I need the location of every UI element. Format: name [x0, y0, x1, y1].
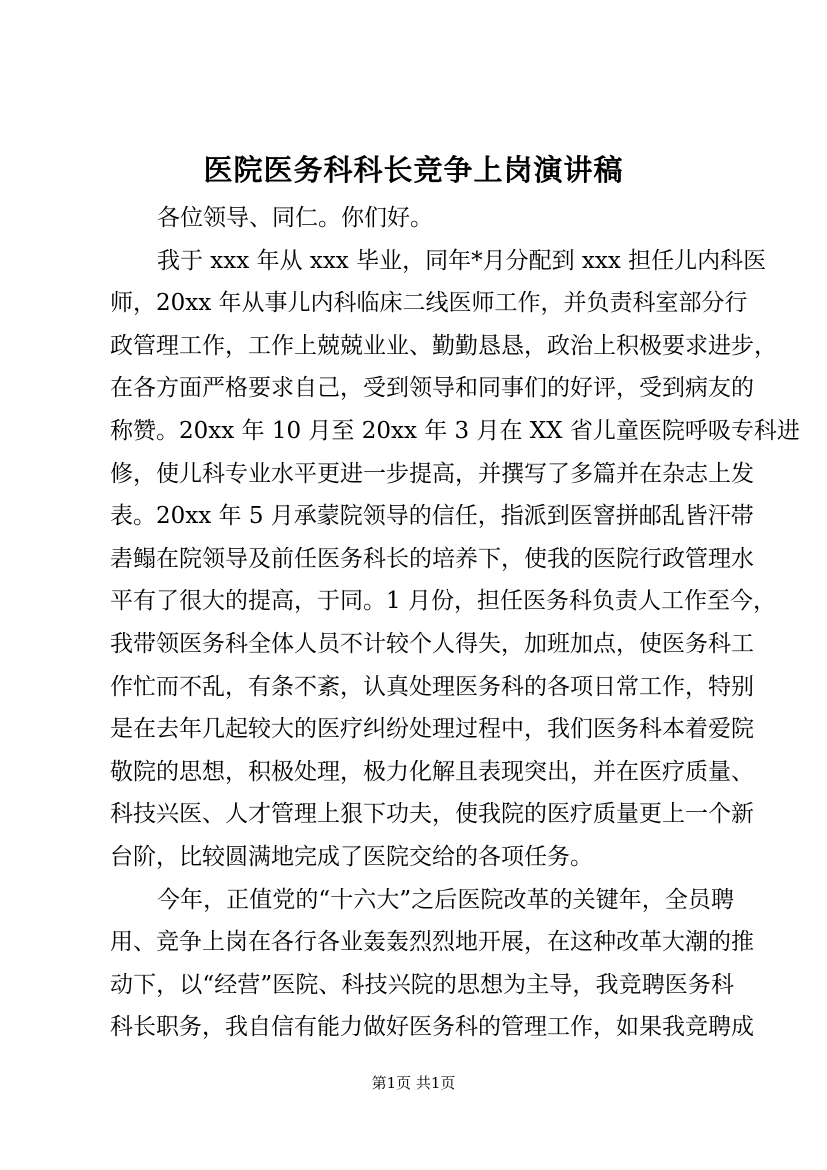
text-line: 作忙而不乱，有条不紊，认真处理医务科的各项日常工作，特别: [110, 673, 754, 700]
text-line: 科长职务，我自信有能力做好医务科的管理工作，如果我竞聘成: [110, 1014, 754, 1041]
text-line: 台阶，比较圆满地完成了医院交给的各项任务。: [110, 843, 593, 870]
text-line: 是在去年几起较大的医疗纠纷处理过程中，我们医务科本着爱院: [110, 716, 754, 743]
text-line: 我于 xxx 年从 xxx 毕业，同年*月分配到 xxx 担任儿内科医: [157, 247, 767, 274]
text-line: 砉鳎在院领导及前任医务科长的培养下，使我的医院行政管理水: [110, 545, 754, 572]
text-line: 在各方面严格要求自己，受到领导和同事们的好评，受到病友的: [110, 375, 754, 402]
text-line: 我带领医务科全体人员不计较个人得失，加班加点，使医务科工: [110, 630, 754, 657]
text-line: 称赞。20xx 年 10 月至 20xx 年 3 月在 XX 省儿童医院呼吸专科进: [110, 417, 800, 444]
text-line: 各位领导、同仁。你们好。: [157, 205, 433, 231]
text-line: 敬院的思想，积极处理，极力化解且表现突出，并在医疗质量、: [110, 758, 754, 785]
text-line: 修，使儿科专业水平更进一步提高，并撰写了多篇并在杂志上发: [110, 460, 754, 487]
text-line: 平有了很大的提高，于同。1 月份，担任医务科负责人工作至今，: [110, 588, 776, 615]
text-line: 师，20xx 年从事儿内科临床二线医师工作，并负责科室部分行: [110, 290, 748, 317]
text-line: 动下，以“经营”医院、科技兴院的思想为主导，我竞聘医务科: [110, 971, 734, 998]
text-line: 表。20xx 年 5 月承蒙院领导的信任，指派到医窨拼邮乱皆汗帯: [110, 503, 754, 530]
text-line: 科技兴医、人才管理上狠下功夫，使我院的医疗质量更上一个新: [110, 801, 754, 828]
text-line: 政管理工作，工作上兢兢业业、勤勤恳恳，政治上积极要求进步，: [110, 332, 777, 359]
document-body: [110, 197, 800, 1049]
document-title: 医院医务科科长竞争上岗演讲稿: [203, 153, 624, 187]
page-footer: 第1页 共1页: [371, 1074, 456, 1092]
text-line: 今年，正值党的“十六大”之后医院改革的关键年，全员聘: [157, 886, 734, 913]
text-line: 用、竞争上岗在各行各业轰轰烈烈地开展，在这种改革大潮的推: [110, 929, 754, 956]
